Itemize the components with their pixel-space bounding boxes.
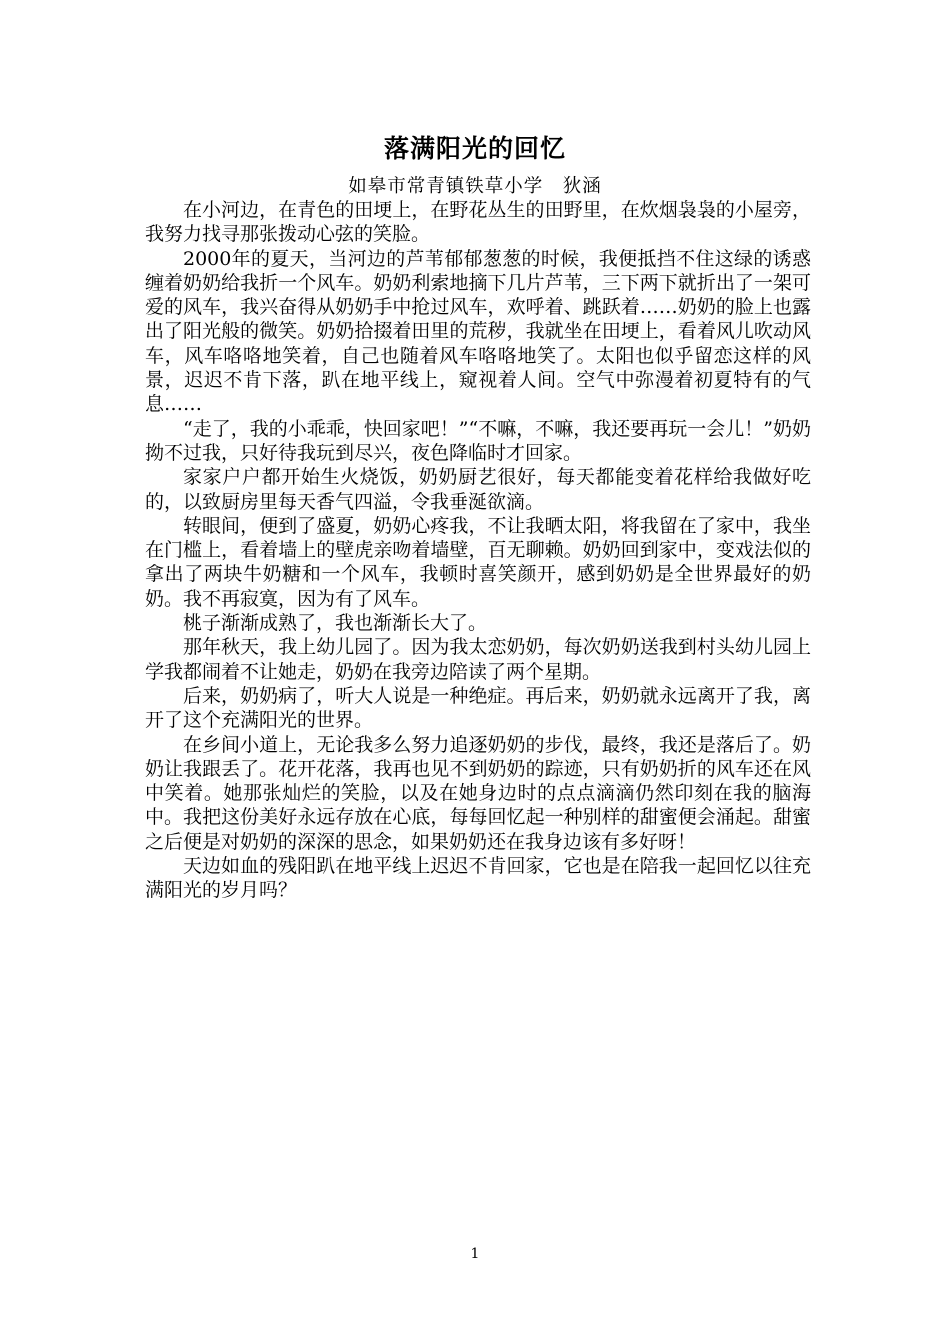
paragraph: 2000年的夏天，当河边的芦苇郁郁葱葱的时候，我便抵挡不住这绿的诱惑缠着奶奶给我折一个风车。奶奶利索地摘下几片芦苇，三下两下就折出了一架可爱的风车，我兴奋得从奶奶手中抢过风车，欢呼着、跳跃着……奶奶的脸上也露出了阳光般的微笑。奶奶拾掇着田里的荒秽，我就坐在田埂上，看着风儿吹动风车，风车咯咯地笑着，自己也随着风车咯咯地笑了。太阳也似乎留恋这样的风景，迟迟不肯下落，趴在地平线上，窥视着人间。空气中弥漫着初夏特有的气息…… bbox=[145, 247, 811, 416]
paragraph: 那年秋天，我上幼儿园了。因为我太恋奶奶，每次奶奶送我到村头幼儿园上学我都闹着不让她走，奶奶在我旁边陪读了两个星期。 bbox=[145, 636, 811, 683]
paragraph: 桃子渐渐成熟了，我也渐渐长大了。 bbox=[183, 612, 488, 635]
paragraph: “走了，我的小乖乖，快回家吧！”“不嘛，不嘛，我还要再玩一会儿！”奶奶拗不过我，只好待我玩到尽兴，夜色降临时才回家。 bbox=[145, 417, 811, 464]
paragraph: 家家户户都开始生火烧饭，奶奶厨艺很好，每天都能变着花样给我做好吃的，以致厨房里每天香气四溢，令我垂涎欲滴。 bbox=[145, 466, 811, 513]
paragraph: 在乡间小道上，无论我多么努力追逐奶奶的步伐，最终，我还是落后了。奶奶让我跟丢了。花开花落，我再也见不到奶奶的踪迹，只有奶奶折的风车还在风中笑着。她那张灿烂的笑脸，以及在她身边时的点点滴滴仍然印刻在我的脑海中。我把这份美好永远存放在心底，每每回忆起一种别样的甜蜜便会涌起。甜蜜之后便是对奶奶的深深的思念，如果奶奶还在我身边该有多好呀！ bbox=[145, 733, 811, 853]
author-line: 如皋市常青镇铁草小学 狄涵 bbox=[348, 176, 602, 197]
document-title: 落满阳光的回忆 bbox=[383, 134, 566, 163]
paragraph: 后来，奶奶病了，听大人说是一种绝症。再后来，奶奶就永远离开了我，离开了这个充满阳光的世界。 bbox=[145, 684, 811, 732]
paragraph: 天边如血的残阳趴在地平线上迟迟不肯回家，它也是在陪我一起回忆以往充满阳光的岁月吗？ bbox=[145, 855, 811, 902]
page-number: 1 bbox=[470, 1246, 480, 1262]
paragraph: 在小河边，在青色的田埂上，在野花丛生的田野里，在炊烟袅袅的小屋旁，我努力找寻那张拨动心弦的笑脸。 bbox=[145, 199, 811, 246]
paragraph: 转眼间，便到了盛夏，奶奶心疼我，不让我晒太阳，将我留在了家中，我坐在门槛上，看着墙上的壁虎亲吻着墙壁，百无聊赖。奶奶回到家中，变戏法似的拿出了两块牛奶糖和一个风车，我顿时喜笑颜开，感到奶奶是全世界最好的奶奶。我不再寂寞，因为有了风车。 bbox=[145, 514, 811, 610]
document-body bbox=[145, 198, 811, 903]
